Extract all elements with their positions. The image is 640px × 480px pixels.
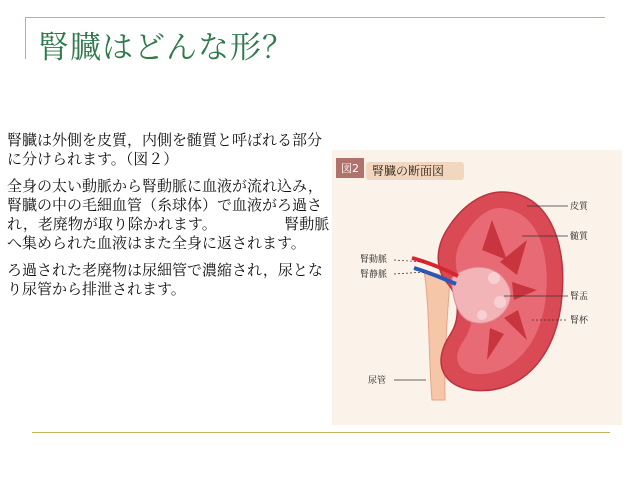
label-renal-pelvis: 腎盂	[570, 292, 589, 302]
renal-calyx	[477, 310, 487, 320]
label-ureter: 尿管	[368, 376, 387, 386]
label-cortex: 皮質	[570, 202, 589, 212]
paragraph-urine-excretion: ろ過された老廃物は尿細管で濃縮され，尿となり尿管から排泄されます。	[7, 261, 323, 298]
label-renal-artery: 腎動脈	[360, 255, 388, 265]
figure-title: 腎臓の断面図	[372, 164, 445, 178]
label-medulla: 髄質	[570, 232, 589, 242]
left-rule	[25, 17, 26, 59]
renal-calyx	[494, 296, 506, 308]
renal-calyx	[488, 272, 500, 284]
label-calyx: 腎杯	[570, 316, 589, 326]
slide-title: 腎臓はどんな形？	[38, 30, 294, 66]
bottom-rule	[32, 432, 610, 433]
top-rule	[25, 17, 605, 18]
paragraph-blood-filtration: 全身の太い動脈から腎動脈に血液が流れ込み，腎臓の中の毛細血管（糸球体）で血液がろ過され，老廃物が取り除かれます。 腎動脈へ集められた血液はまた全身に返されます。	[7, 177, 330, 252]
body-text	[7, 131, 332, 307]
paragraph-cortex-medulla: 腎臓は外側を皮質，内側を髄質と呼ばれる部分に分けられます。（図２）	[7, 131, 323, 168]
kidney-cross-section-figure	[332, 150, 622, 425]
label-renal-vein: 腎静脈	[360, 270, 388, 280]
figure-tag: 図2	[341, 162, 359, 175]
